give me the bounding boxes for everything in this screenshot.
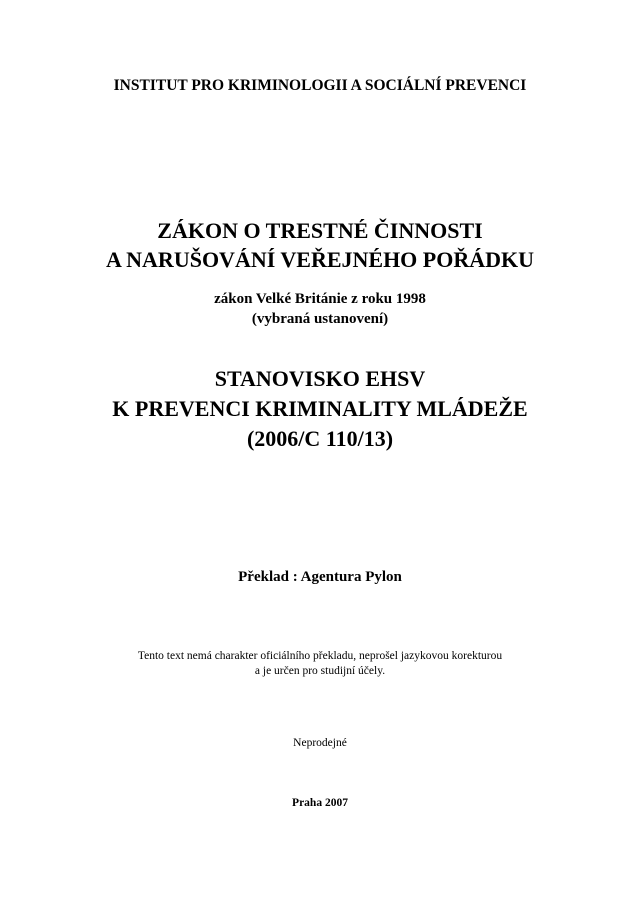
institute-name: INSTITUT PRO KRIMINOLOGII A SOCIÁLNÍ PREVENCI bbox=[113, 77, 527, 94]
place-and-year: Praha 2007 bbox=[292, 797, 348, 809]
law-title-line-1: ZÁKON O TRESTNÉ ČINNOSTI bbox=[157, 218, 483, 243]
law-subtitle-line-1: zákon Velké Británie z roku 1998 bbox=[214, 291, 426, 307]
disclaimer-line-2: a je určen pro studijní účely. bbox=[254, 665, 386, 677]
disclaimer-line-1: Tento text nemá charakter oficiálního překladu, neprošel jazykovou korekturou bbox=[137, 650, 503, 662]
translation-credit: Překlad : Agentura Pylon bbox=[238, 569, 402, 585]
opinion-title-line-3: (2006/C 110/13) bbox=[246, 426, 394, 451]
not-for-sale-note: Neprodejné bbox=[293, 737, 347, 749]
law-title-line-2: A NARUŠOVÁNÍ VEŘEJNÉHO POŘÁDKU bbox=[105, 247, 535, 272]
opinion-title-line-2: K PREVENCI KRIMINALITY MLÁDEŽE bbox=[112, 396, 528, 421]
law-subtitle-line-2: (vybraná ustanovení) bbox=[251, 311, 389, 327]
opinion-title-line-1: STANOVISKO EHSV bbox=[214, 366, 426, 391]
